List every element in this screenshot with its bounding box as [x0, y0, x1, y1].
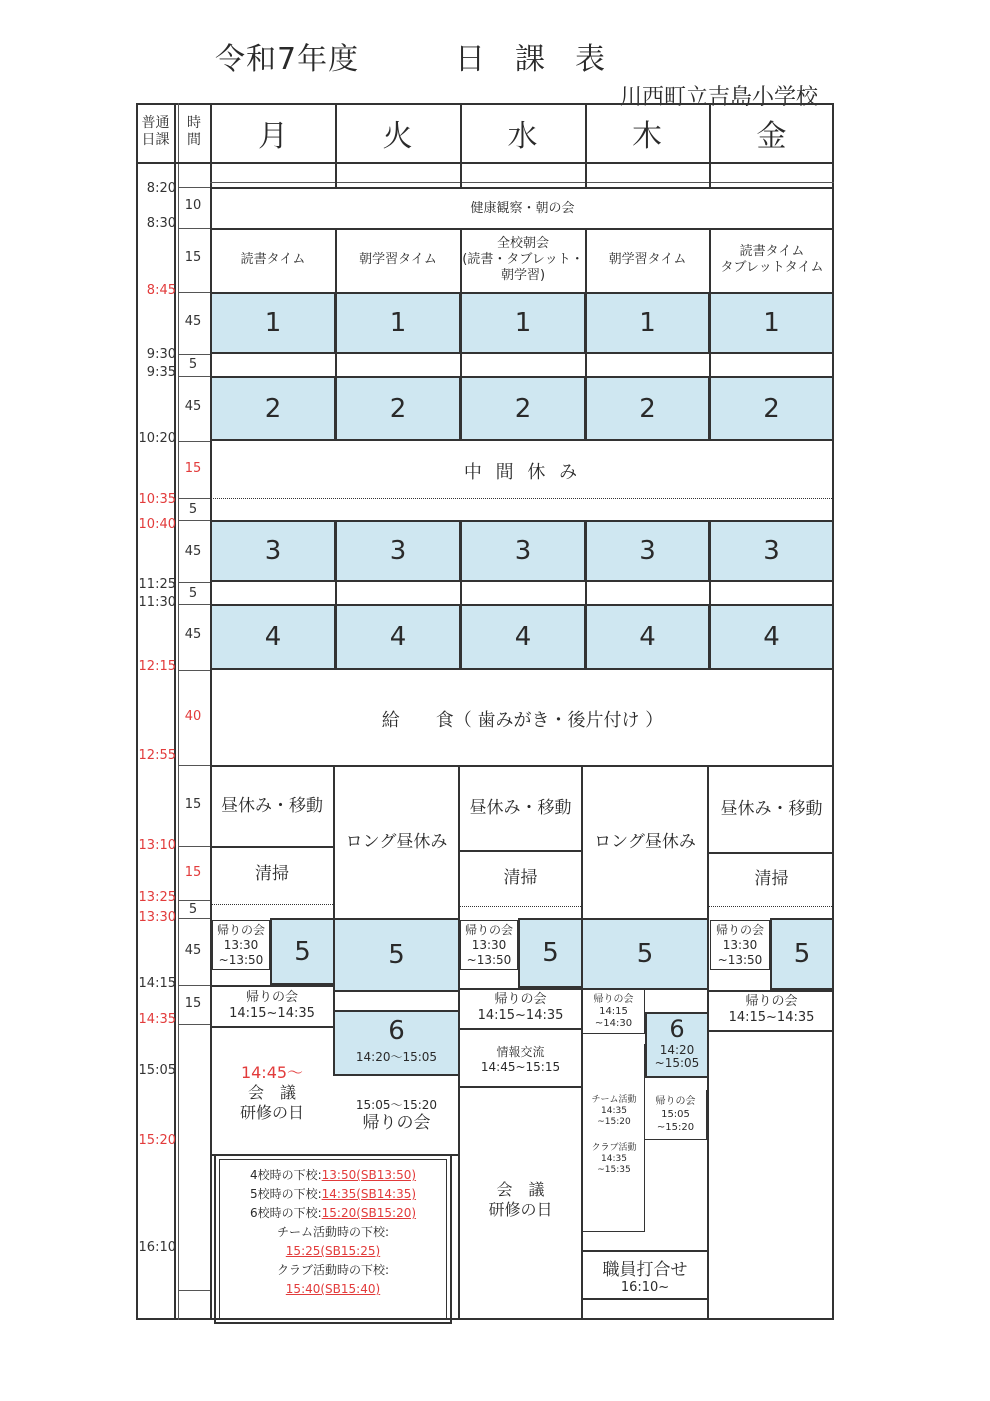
period-6-time: 14:20～15:05: [355, 1050, 438, 1064]
period-5-mon: 5: [270, 918, 335, 985]
dismissal-notice: [214, 1154, 452, 1324]
morning-activity-thu: 朝学習タイム: [608, 252, 687, 267]
kaeri2-thu: 帰りの会 15:05 ~15:20: [645, 1090, 707, 1140]
time-label: 13:10: [138, 838, 176, 853]
period-1-fri: 1: [709, 292, 834, 354]
minutes-label: 5: [188, 902, 198, 917]
time-label: 9:35: [146, 365, 176, 380]
header-wednesday: 水: [507, 119, 538, 154]
kaeri-after5-fri: 帰りの会 14:15~14:35: [728, 994, 815, 1025]
kaeri-label-tue: 帰りの会: [362, 1112, 431, 1133]
staff-meeting-thu: [583, 1252, 707, 1298]
period-2-wed: 2: [460, 376, 586, 441]
minutes-label: 45: [184, 399, 202, 414]
minutes-label: 15: [184, 461, 202, 476]
time-label: 13:30: [138, 910, 176, 925]
time-label: 8:30: [146, 216, 176, 231]
page-title: 令和7年度: [215, 42, 360, 77]
period-6-number: 6: [388, 1016, 405, 1046]
staff-meeting-label: 職員打合せ: [602, 1260, 688, 1280]
kaeri-after5-mon: 帰りの会 14:15~14:35: [229, 990, 315, 1021]
header-thursday: 木: [632, 119, 662, 154]
period-6-thu: [645, 1012, 709, 1078]
minutes-label: 15: [184, 250, 202, 265]
meeting-time-mon: 14:45～: [240, 1062, 304, 1082]
kaeri-after5-wed: 帰りの会 14:15~14:35: [477, 992, 564, 1023]
long-break-thu: ロング昼休み: [594, 832, 696, 852]
time-label: 12:15: [138, 659, 176, 674]
time-label: 12:55: [138, 748, 176, 763]
header-minutes: 時 間: [187, 115, 201, 148]
health-check-row: 健康観察・朝の会: [470, 200, 575, 216]
time-label: 15:20: [138, 1133, 176, 1148]
kaeri-time: 13:30 ~13:50: [218, 937, 264, 967]
period-2-thu: 2: [585, 376, 710, 441]
period-4-wed: 4: [460, 604, 586, 670]
time-label: 8:45: [146, 283, 176, 298]
minutes-label: 45: [184, 544, 202, 559]
minutes-label: 40: [184, 709, 202, 724]
header-monday: 月: [258, 119, 288, 154]
team-activity-thu: チーム活動 14:35 ~15:20: [591, 1094, 637, 1127]
staff-meeting-time: 16:10~: [620, 1280, 670, 1295]
kaeri-thu: 帰りの会 14:15 ~14:30: [583, 990, 645, 1034]
kaeri-label: 帰りの会: [715, 922, 764, 937]
period-5-wed: 5: [518, 918, 583, 988]
period-4-fri: 4: [709, 604, 834, 670]
noon-break-fri: 昼休み・移動: [720, 799, 823, 819]
cleaning-wed: 清掃: [503, 868, 538, 888]
minutes-label: 45: [184, 627, 202, 642]
time-label: 14:15: [138, 976, 176, 991]
minutes-label: 45: [184, 314, 202, 329]
time-label: 14:35: [138, 1012, 176, 1027]
time-label: 13:25: [138, 890, 176, 905]
header-normal-schedule: 普通 日課: [141, 115, 170, 148]
period-6-tue: [333, 1010, 460, 1076]
noon-break-wed: 昼休み・移動: [469, 798, 572, 818]
time-label: 10:35: [138, 492, 176, 507]
period-1-tue: 1: [335, 292, 461, 354]
minutes-label: 10: [184, 198, 202, 213]
morning-activity-fri: 読書タイム タブレットタイム: [720, 244, 824, 275]
notice-6th-label: 6校時の下校:: [249, 1206, 322, 1220]
period-2-tue: 2: [335, 376, 461, 441]
club-activity-thu: クラブ活動 14:35 ~15:35: [591, 1142, 637, 1175]
header-tuesday: 火: [382, 119, 413, 154]
long-break-tue: ロング昼休み: [345, 832, 448, 852]
page-subtitle: 日 課 表: [455, 42, 605, 77]
kaeri-label: 帰りの会: [216, 922, 265, 937]
period-1-wed: 1: [460, 292, 586, 354]
period-2-fri: 2: [709, 376, 834, 441]
period-2-mon: 2: [210, 376, 336, 441]
period-3-tue: 3: [335, 520, 461, 582]
cleaning-fri: 清掃: [754, 869, 789, 889]
time-label: 11:25: [138, 577, 176, 592]
meeting-label-mon: 会 議 研修の日: [239, 1082, 304, 1122]
period-6-time: 14:20 ~15:05: [654, 1043, 700, 1070]
noon-break-mon: 昼休み・移動: [221, 796, 323, 816]
notice-team-label: チーム活動時の下校:: [276, 1225, 390, 1239]
school-name: 川西町立吉島小学校: [620, 85, 819, 110]
kaeri-tue: [335, 1078, 458, 1152]
kaeri-mon: [212, 920, 270, 970]
minutes-label: 15: [184, 865, 202, 880]
minutes-label: 5: [188, 502, 198, 517]
period-5-tue: 5: [333, 918, 460, 992]
lunch-row: 給 食（ 歯みがき・後片付け ）: [381, 709, 664, 731]
notice-team-time: 15:25(SB15:25): [285, 1244, 381, 1258]
time-label: 8:20: [146, 181, 176, 196]
kaeri-fri: [710, 920, 770, 970]
kaeri-label: 帰りの会: [464, 922, 513, 937]
kaeri-time: 13:30 ~13:50: [466, 937, 512, 967]
time-label: 9:30: [146, 347, 176, 362]
info-exchange-wed: 情報交流 14:45~15:15: [480, 1045, 561, 1074]
minutes-label: 15: [184, 797, 202, 812]
notice-club-time: 15:40(SB15:40): [285, 1282, 381, 1296]
period-3-thu: 3: [585, 520, 710, 582]
header-friday: 金: [756, 119, 787, 154]
notice-club-label: クラブ活動時の下校:: [276, 1263, 390, 1277]
minutes-label: 5: [188, 357, 198, 372]
period-6-number: 6: [669, 1015, 685, 1043]
morning-activity-tue: 朝学習タイム: [359, 252, 437, 267]
period-3-fri: 3: [709, 520, 834, 582]
time-label: 16:10: [138, 1240, 176, 1255]
kaeri-time-tue: 15:05～15:20: [355, 1097, 438, 1112]
notice-5th-time: 14:35(SB14:35): [321, 1187, 417, 1201]
notice-4th-time: 13:50(SB13:50): [321, 1168, 417, 1182]
period-1-thu: 1: [585, 292, 710, 354]
meeting-mon: [211, 1028, 333, 1154]
time-label: 11:30: [138, 595, 176, 610]
time-label: 10:40: [138, 517, 176, 532]
period-5-thu: 5: [581, 918, 709, 990]
notice-4th-label: 4校時の下校:: [249, 1168, 322, 1182]
period-1-mon: 1: [210, 292, 336, 354]
cleaning-mon: 清掃: [255, 864, 289, 884]
notice-6th-time: 15:20(SB15:20): [321, 1206, 417, 1220]
meeting-wed: 会 議 研修の日: [488, 1180, 553, 1219]
minutes-label: 15: [184, 996, 202, 1011]
time-label: 10:20: [138, 431, 176, 446]
time-label: 15:05: [138, 1063, 176, 1078]
minutes-label: 45: [184, 943, 202, 958]
period-3-mon: 3: [210, 520, 336, 582]
morning-activity-wed: 全校朝会 (読書・タブレット・ 朝学習): [462, 236, 584, 283]
period-3-wed: 3: [460, 520, 586, 582]
period-4-mon: 4: [210, 604, 336, 670]
period-4-thu: 4: [585, 604, 710, 670]
kaeri-wed: [460, 920, 518, 970]
kaeri-time: 13:30 ~13:50: [717, 937, 763, 967]
period-4-tue: 4: [335, 604, 461, 670]
notice-5th-label: 5校時の下校:: [249, 1187, 322, 1201]
minutes-label: 5: [188, 586, 198, 601]
period-5-fri: 5: [770, 918, 834, 990]
morning-activity-mon: 読書タイム: [240, 252, 306, 267]
mid-break-row: 中 間 休 み: [463, 461, 582, 483]
